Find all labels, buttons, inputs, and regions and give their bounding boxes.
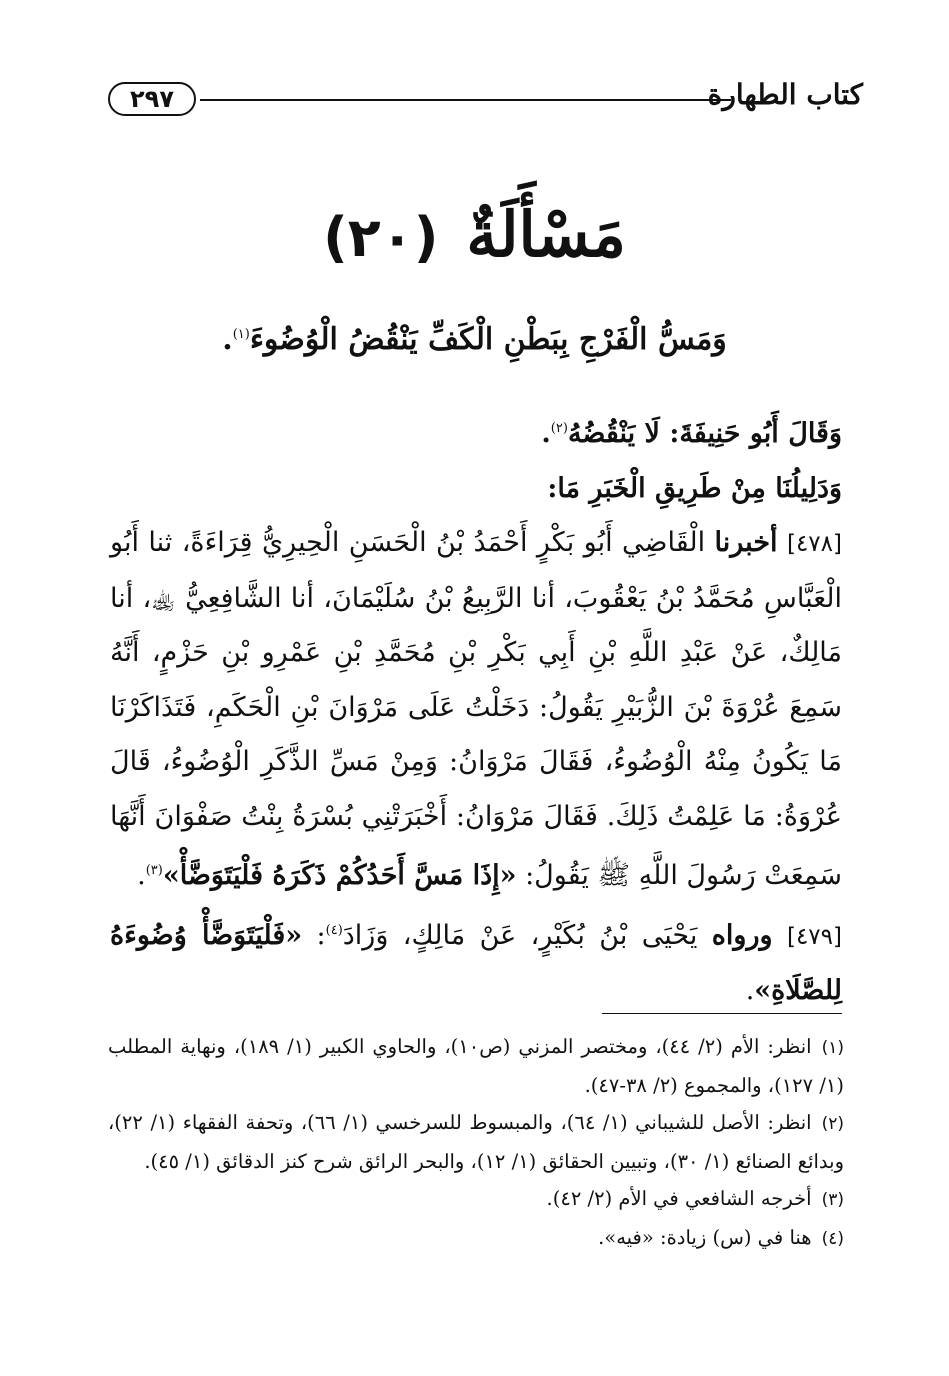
abu-hanifa-text: وَقَالَ أَبُو حَنِيفَةَ: لَا يَنْقُضُهُ <box>567 418 842 449</box>
hadith-end: . <box>137 860 146 891</box>
running-header <box>108 78 863 122</box>
masala-statement <box>0 310 949 365</box>
abu-hanifa-opinion <box>110 402 842 462</box>
footnote-divider <box>602 1013 842 1014</box>
hadith-number: [٤٧٨] <box>786 531 842 557</box>
footnote-ref: (٣) <box>145 863 163 878</box>
hadith-text: الْقَاضِي أَبُو بَكْرٍ أَحْمَدُ بْنُ الْحَسَنِ الْحِيرِيُّ قِرَاءَةً، ثنا أَبُو الْعَبَّاسِ مُحَمَّدُ بْنُ يَعْقُوبَ، أنا الرَّبِيعُ بْنُ سُلَيْمَانَ، أنا الشَّافِعِيُّ ﵀، أنا مَالِكٌ، عَنْ عَبْدِ اللَّهِ بْنِ أَبِي بَكْرِ بْنِ مُحَمَّدِ بْنِ عَمْرِو بْنِ حَزْمٍ، أَنَّهُ سَمِعَ عُرْوَةَ بْنَ الزُّبَيْرِ يَقُولُ: دَخَلْتُ عَلَى مَرْوَانَ بْنِ الْحَكَمِ، فَتَذَاكَرْنَا مَا يَكُونُ مِنْهُ الْوُضُوءُ، فَقَالَ مَرْوَانُ: وَمِنْ مَسِّ الذَّكَرِ الْوُضُوءُ، قَالَ عُرْوَةُ: مَا عَلِمْتُ ذَلِكَ. فَقَالَ مَرْوَانُ: أَخْبَرَتْنِي بُسْرَةُ بِنْتُ صَفْوَانَ أَنَّهَا سَمِعَتْ رَسُولَ اللَّهِ ﷺ يَقُولُ: <box>110 527 842 891</box>
header-rule <box>200 99 731 101</box>
footnote-text: انظر: الأصل للشيباني (١/ ٦٤)، والمبسوط للسرخسي (١/ ٦٦)، وتحفة الفقهاء (١/ ٢٢)، وبدائع الصنائع (١/ ٣٠)، وتبيين الحقائق (١/ ١٢)، والبحر الرائق شرح كنز الدقائق (١/ ٤٥). <box>108 1111 844 1173</box>
footnote-text: أخرجه الشافعي في الأم (٢/ ٤٢). <box>546 1187 812 1210</box>
hadith-478 <box>110 516 842 904</box>
footnote-text: انظر: الأم (٢/ ٤٤)، ومختصر المزني (ص١٠)، والحاوي الكبير (١/ ١٨٩)، ونهاية المطلب (١/ ١٢٧)، والمجموع (٢/ ٣٨-٤٧). <box>108 1035 844 1097</box>
footnote-ref: (٢) <box>550 421 568 436</box>
footnote-ref: (٤) <box>325 922 343 938</box>
abu-hanifa-end: . <box>541 418 551 449</box>
statement-end: . <box>222 322 233 357</box>
evidence-intro: وَدَلِيلُنَا مِنْ طَرِيقِ الْخَبَرِ مَا: <box>547 472 842 504</box>
hadith-quote: «فَلْيَتَوَضَّأْ وُضُوءَهُ لِلصَّلَاةِ» <box>110 919 842 1006</box>
masala-word: مَسْأَلَةٌ <box>466 198 626 271</box>
statement-text: وَمَسُّ الْفَرْجِ بِبَطْنِ الْكَفِّ يَنْقُضُ الْوُضُوءَ <box>249 322 727 357</box>
footnote-ref: (١) <box>232 327 250 342</box>
footnote-4 <box>108 1219 844 1258</box>
book-title: كتاب الطهارة <box>707 78 863 111</box>
footnote-text: هنا في (س) زيادة: «فيه». <box>598 1226 812 1249</box>
hadith-end: . <box>745 975 755 1006</box>
footnote-marker: (٤) <box>821 1229 844 1249</box>
hadith-479 <box>110 904 842 1019</box>
page-number: ٢٩٧ <box>108 82 196 116</box>
masala-number: (٢٠) <box>323 206 439 269</box>
hadith-quote: «إِذَا مَسَّ أَحَدُكُمْ ذَكَرَهُ فَلْيَتَوَضَّأْ» <box>162 860 517 891</box>
hadith-lead: ورواه <box>711 919 773 951</box>
masala-heading <box>0 190 949 283</box>
footnote-marker: (١) <box>821 1038 844 1058</box>
body-text <box>110 402 842 1019</box>
hadith-number: [٤٧٩] <box>786 923 842 950</box>
footnotes <box>108 1028 844 1258</box>
footnote-marker: (٢) <box>821 1114 844 1134</box>
hadith-text: يَحْيَى بْنُ بُكَيْرٍ، عَنْ مَالِكٍ، وَزَادَ <box>342 919 698 951</box>
footnote-marker: (٣) <box>821 1190 844 1210</box>
hadith-lead: أخبرنا <box>714 527 778 558</box>
footnote-2 <box>108 1104 844 1180</box>
hadith-colon: : <box>316 919 326 951</box>
footnote-1 <box>108 1028 844 1104</box>
footnote-3 <box>108 1180 844 1219</box>
